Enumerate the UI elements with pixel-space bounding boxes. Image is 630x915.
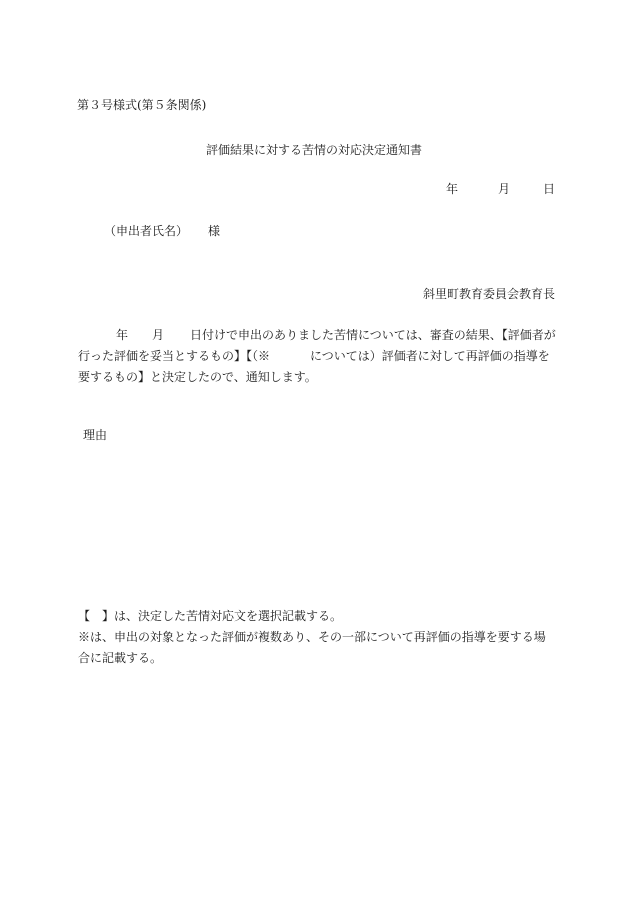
date-line (446, 182, 555, 196)
date-year-label: 年 (446, 182, 459, 196)
note-1-text: 】は、決定した苦情対応文を選択記載する。 (102, 609, 343, 623)
body-line-2 (78, 346, 558, 367)
date-month-label: 月 (498, 182, 511, 196)
body-month-label: 月 (152, 328, 165, 342)
notes (78, 606, 558, 669)
note-1 (78, 606, 558, 627)
body-line-2-text-a: 行った評価を妥当とするもの】【（※ (78, 349, 271, 363)
body-line-1-text: 日付けで申出のありました苦情については、審査の結果、【評価者が (190, 328, 556, 342)
body-line-3: 要するもの】と決定したので、通知します。 (78, 370, 317, 384)
body-year-label: 年 (116, 328, 129, 342)
applicant-name-label: （申出者氏名） (104, 224, 189, 238)
body-line-2-text-b: については）評価者に対して再評価の指導を (310, 349, 550, 363)
note-2-line-1: ※は、申出の対象となった評価が複数あり、その一部について再評価の指導を要する場 (78, 630, 546, 644)
note-2-line-2: 合に記載する。 (78, 651, 163, 665)
reason-label: 理由 (83, 428, 108, 442)
addressee-line (104, 224, 220, 238)
note-1-bracket: 【 (78, 609, 91, 623)
honorific: 様 (208, 224, 221, 238)
body-line-1 (78, 325, 558, 346)
form-number: 第３号様式(第５条関係) (77, 98, 207, 112)
issuer: 斜里町教育委員会教育長 (423, 287, 556, 301)
date-day-label: 日 (543, 182, 556, 196)
body-paragraph (78, 325, 558, 388)
document-title: 評価結果に対する苦情の対応決定通知書 (206, 143, 423, 157)
